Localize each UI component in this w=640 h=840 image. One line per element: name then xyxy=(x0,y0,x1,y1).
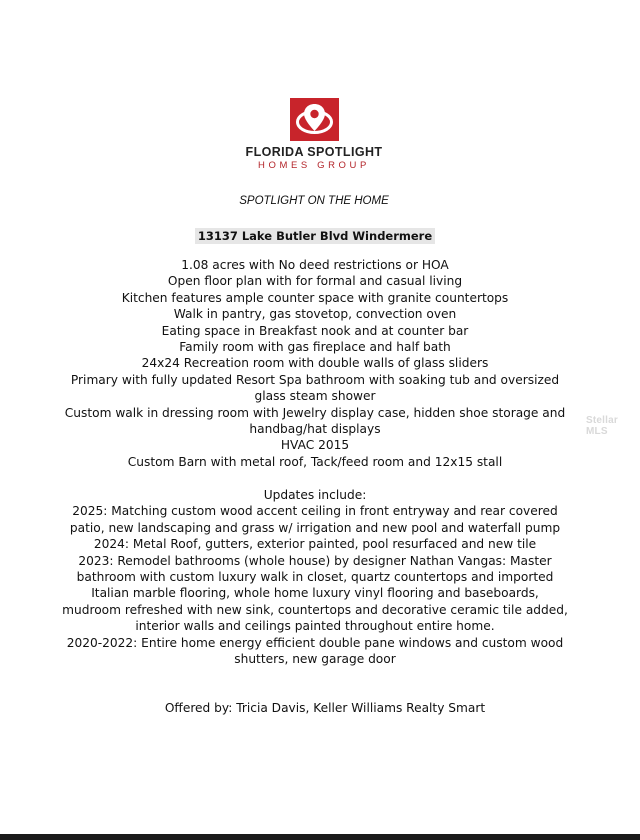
feature-item: Kitchen features ample counter space with granite countertops xyxy=(121,290,509,305)
mls-watermark: Stellar MLS xyxy=(586,415,618,437)
update-item: 2024: Metal Roof, gutters, exterior painted, pool resurfaced and new tile xyxy=(93,537,537,552)
update-item: 2023: Remodel bathrooms (whole house) by designer Nathan Vangas: Master bathroom with custom luxury walk in closet, quartz countertops and imported Italian marble flooring, whole home luxury vinyl flooring and baseboards, mudroom refreshed with new sink, countertops and decorative ceramic tile added, interior walls and ceilings painted throughout entire home. xyxy=(62,553,568,634)
logo-brand-subtitle: HOMES GROUP xyxy=(258,160,370,171)
feature-item: HVAC 2015 xyxy=(280,438,350,453)
feature-item: Primary with fully updated Resort Spa bathroom with soaking tub and oversized glass steam shower xyxy=(70,372,560,404)
logo-brand-name: FLORIDA SPOTLIGHT xyxy=(245,145,383,159)
feature-item: Walk in pantry, gas stovetop, convection oven xyxy=(173,307,457,322)
section-heading: SPOTLIGHT ON THE HOME xyxy=(239,195,389,207)
feature-item: Custom walk in dressing room with Jewelry display case, hidden shoe storage and handbag/hat displays xyxy=(64,405,566,437)
feature-item: 1.08 acres with No deed restrictions or HOA xyxy=(181,258,449,272)
update-item: 2020-2022: Entire home energy efficient double pane windows and custom wood shutters, new garage door xyxy=(66,635,564,667)
bottom-edge-bar xyxy=(0,834,640,840)
feature-item: Custom Barn with metal roof, Tack/feed room and 12x15 stall xyxy=(127,454,503,469)
property-address: 13137 Lake Butler Blvd Windermere xyxy=(195,228,435,244)
updates-title: Updates include: xyxy=(263,488,367,502)
map-pin-eye-icon xyxy=(290,98,339,141)
feature-item: 24x24 Recreation room with double walls of glass sliders xyxy=(141,356,489,371)
offered-by: Offered by: Tricia Davis, Keller Williams Realty Smart xyxy=(164,701,486,715)
feature-item: Eating space in Breakfast nook and at counter bar xyxy=(161,323,469,338)
feature-item: Open floor plan with for formal and casual living xyxy=(167,274,463,289)
updates-list xyxy=(60,487,570,667)
feature-item: Family room with gas fireplace and half bath xyxy=(179,340,451,355)
address-container xyxy=(0,225,630,244)
update-item: 2025: Matching custom wood accent ceiling in front entryway and rear covered patio, new landscaping and grass w/ irrigation and new pool and waterfall pump xyxy=(69,504,561,535)
features-list xyxy=(60,257,570,470)
